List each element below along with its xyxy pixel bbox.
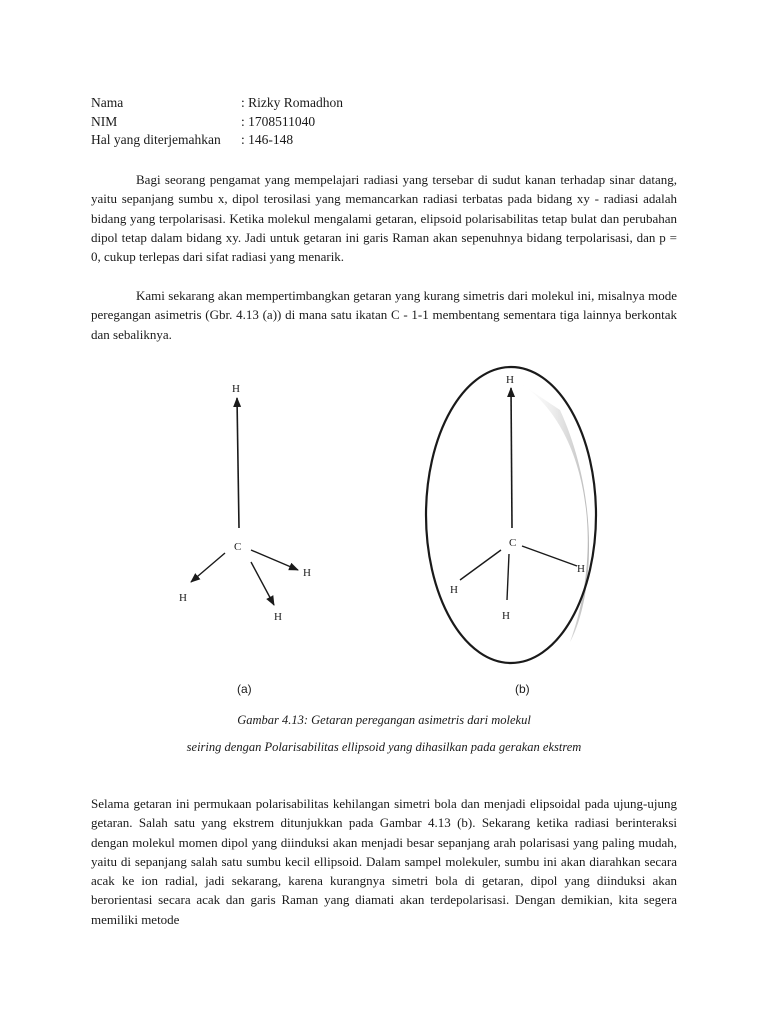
bond-down-arrow xyxy=(251,562,274,605)
atom-h-top: H xyxy=(506,374,514,386)
info-value: : 1708511040 xyxy=(241,113,316,129)
figure-caption-line-2: seiring dengan Polarisabilitas ellipsoid yang dihasilkan pada gerakan ekstrem xyxy=(186,740,582,754)
bond-left xyxy=(460,550,501,580)
figure-caption-line-1: Gambar 4.13: Getaran peregangan asimetris dari molekul xyxy=(237,713,531,727)
ellipsoid-shading xyxy=(515,380,589,642)
paragraph-2: Kami sekarang akan mempertimbangkan getaran yang kurang simetris dari molekul ini, misalnya mode peregangan asimetris (Gbr. 4.13 (a)) di mana satu ikatan C - 1-1 membentang sementara tiga lainnya berkontak dan sebaliknya. xyxy=(91,288,677,342)
bond-right-arrow xyxy=(251,550,298,570)
atom-h-bottom: H xyxy=(274,611,282,623)
molecule-b xyxy=(426,367,596,663)
figure-label-b: (b) xyxy=(515,682,530,696)
bond-up-arrow xyxy=(237,398,239,528)
molecule-a xyxy=(179,383,311,623)
info-label: NIM xyxy=(91,113,118,129)
bond-up-arrow xyxy=(511,388,512,528)
info-value: : 146-148 xyxy=(241,132,294,147)
atom-h-left: H xyxy=(450,584,458,596)
info-row-nim xyxy=(91,113,343,132)
bond-right xyxy=(522,546,577,566)
figure-label-a: (a) xyxy=(237,682,252,696)
paragraph-1: Bagi seorang pengamat yang mempelajari radiasi yang tersebar di sudut kanan terhadap sinar datang, yaitu sepanjang sumbu x, dipol terosilasi yang memancarkan radiasi terbatas pada bidang xy - radiasi adalah bidang yang terpolarisasi. Ketika molekul mengalami getaran, elipsoid polarisabilitas tetap bulat dan perubahan dipol tetap dalam bidang xy. Jadi untuk getaran ini garis Raman akan sepenuhnya bidang terpolarisasi, dan p = 0, cukup terlepas dari sifat radiasi yang menarik. xyxy=(91,172,677,265)
atom-h-right: H xyxy=(303,567,311,579)
figure-4-13 xyxy=(115,350,687,680)
info-row-pages xyxy=(91,131,343,150)
molecule-diagram xyxy=(115,350,687,680)
bond-down xyxy=(507,554,509,600)
atom-h-left: H xyxy=(179,592,187,604)
info-label: Nama xyxy=(91,95,124,110)
info-label: Hal yang diterjemahkan xyxy=(91,132,221,147)
info-value: : Rizky Romadhon xyxy=(241,95,343,110)
atom-h-right: H xyxy=(577,563,585,575)
atom-c: C xyxy=(234,541,242,553)
atom-h-top: H xyxy=(232,383,240,395)
info-row-name xyxy=(91,94,343,113)
paragraph-3: Selama getaran ini permukaan polarisabilitas kehilangan simetri bola dan menjadi elipsoidal pada ujung-ujung getaran. Salah satu yang ekstrem ditunjukkan pada Gambar 4.13 (b). Sekarang ketika radiasi berinteraksi dengan molekul momen dipol yang diinduksi akan menjadi besar sepanjang arah polarisasi yang paling mudah, yaitu di sepanjang salah satu sumbu kecil ellipsoid. Dalam sampel molekuler, sumbu ini akan diarahkan secara acak ke ion radial, jadi sekarang, karena kurangnya simetri bola di getaran, dipol yang diinduksi akan berorientasi secara acak dan garis Raman yang diamati akan terdepolarisasi. Dengan demikian, kita segera memiliki metode xyxy=(91,796,677,927)
student-info xyxy=(91,94,343,150)
bond-left-arrow xyxy=(191,553,225,582)
atom-h-bottom: H xyxy=(502,610,510,622)
atom-c: C xyxy=(509,537,517,549)
